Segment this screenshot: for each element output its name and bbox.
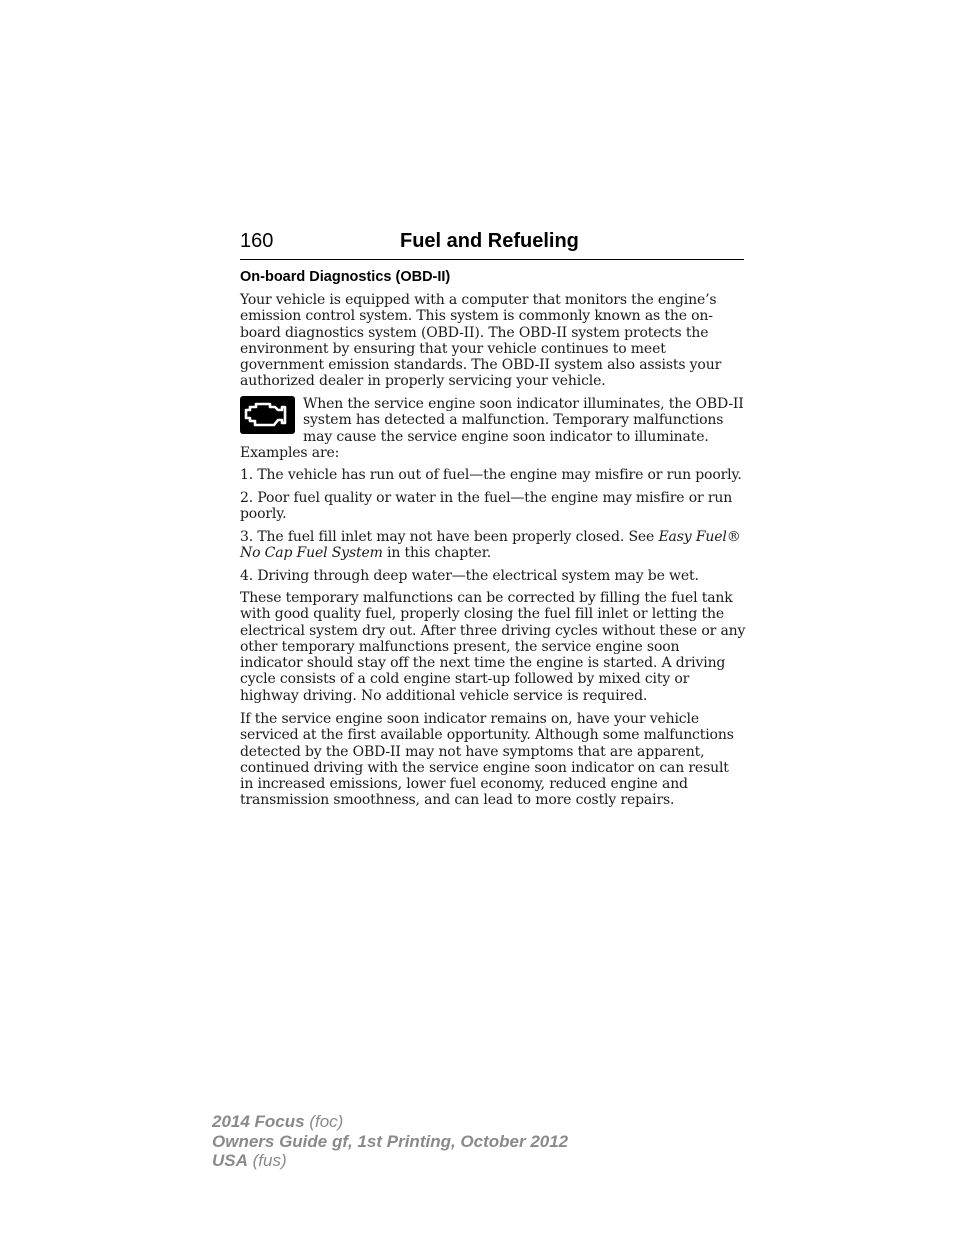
indicator-remains-on-paragraph: If the service engine soon indicator remains on, have your vehicle serviced at the first available opportunity. Although some malfunctions detected by the OBD-II may not have symptoms that are apparent, continued driving with the service engine soon indicator on can result in increased emissions, lower fuel economy, reduced engine and transmission smoothness, and can lead to more costly repairs. [240,711,734,809]
page-footer [212,1112,568,1171]
footer-model-line [212,1112,568,1132]
intro-paragraph: Your vehicle is equipped with a computer that monitors the engine’s emission control system. This system is commonly known as the on-board diagnostics system (OBD-II). The OBD-II system protects the environment by ensuring that your vehicle continues to meet government emission standards. The OBD-II system also assists your authorized dealer in properly servicing your vehicle. [240,292,722,390]
example-item: 2. Poor fuel quality or water in the fuel—the engine may misfire or run poorly. [240,490,733,523]
example-item: 4. Driving through deep water—the electrical system may be wet. [240,568,699,584]
example-item: 1. The vehicle has run out of fuel—the engine may misfire or run poorly. [240,467,742,483]
footer-guide: Owners Guide gf, 1st Printing, October 2012 [212,1131,569,1151]
example-3-text: 3. The fuel fill inlet may not have been properly closed. See [240,529,659,545]
example-3-suffix: in this chapter. [382,545,491,562]
example-item [240,529,746,562]
cross-reference-link: Easy Fuel® No Cap Fuel System [240,529,741,562]
indicator-paragraph: When the service engine soon indicator illuminates, the OBD-II system has detected a malfunction. Temporary malfunctions may cause the service engine soon indicator to illuminate. [303,396,744,445]
footer-region-code: (fus) [252,1151,287,1170]
footer-model: 2014 Focus [212,1112,305,1131]
temporary-malfunctions-paragraph: These temporary malfunctions can be corrected by filling the fuel tank with good quality fuel, properly closing the fuel fill inlet or letting the electrical system dry out. After three driving cycles without these or any other temporary malfunctions present, the service engine soon indicator should stay off the next time the engine is started. A driving cycle consists of a cold engine start-up followed by mixed city or highway driving. No additional vehicle service is required. [240,590,746,704]
examples-label: Examples are: [240,445,340,461]
footer-region: USA [212,1151,248,1170]
chapter-title: Fuel and Refueling [400,230,579,252]
footer-guide-line [212,1132,568,1152]
section-heading: On-board Diagnostics (OBD-II) [240,269,451,285]
page-number: 160 [240,230,274,252]
page-header [240,228,744,260]
service-engine-soon-icon [240,396,295,434]
footer-model-code: (foc) [309,1112,344,1131]
footer-region-line [212,1151,568,1171]
